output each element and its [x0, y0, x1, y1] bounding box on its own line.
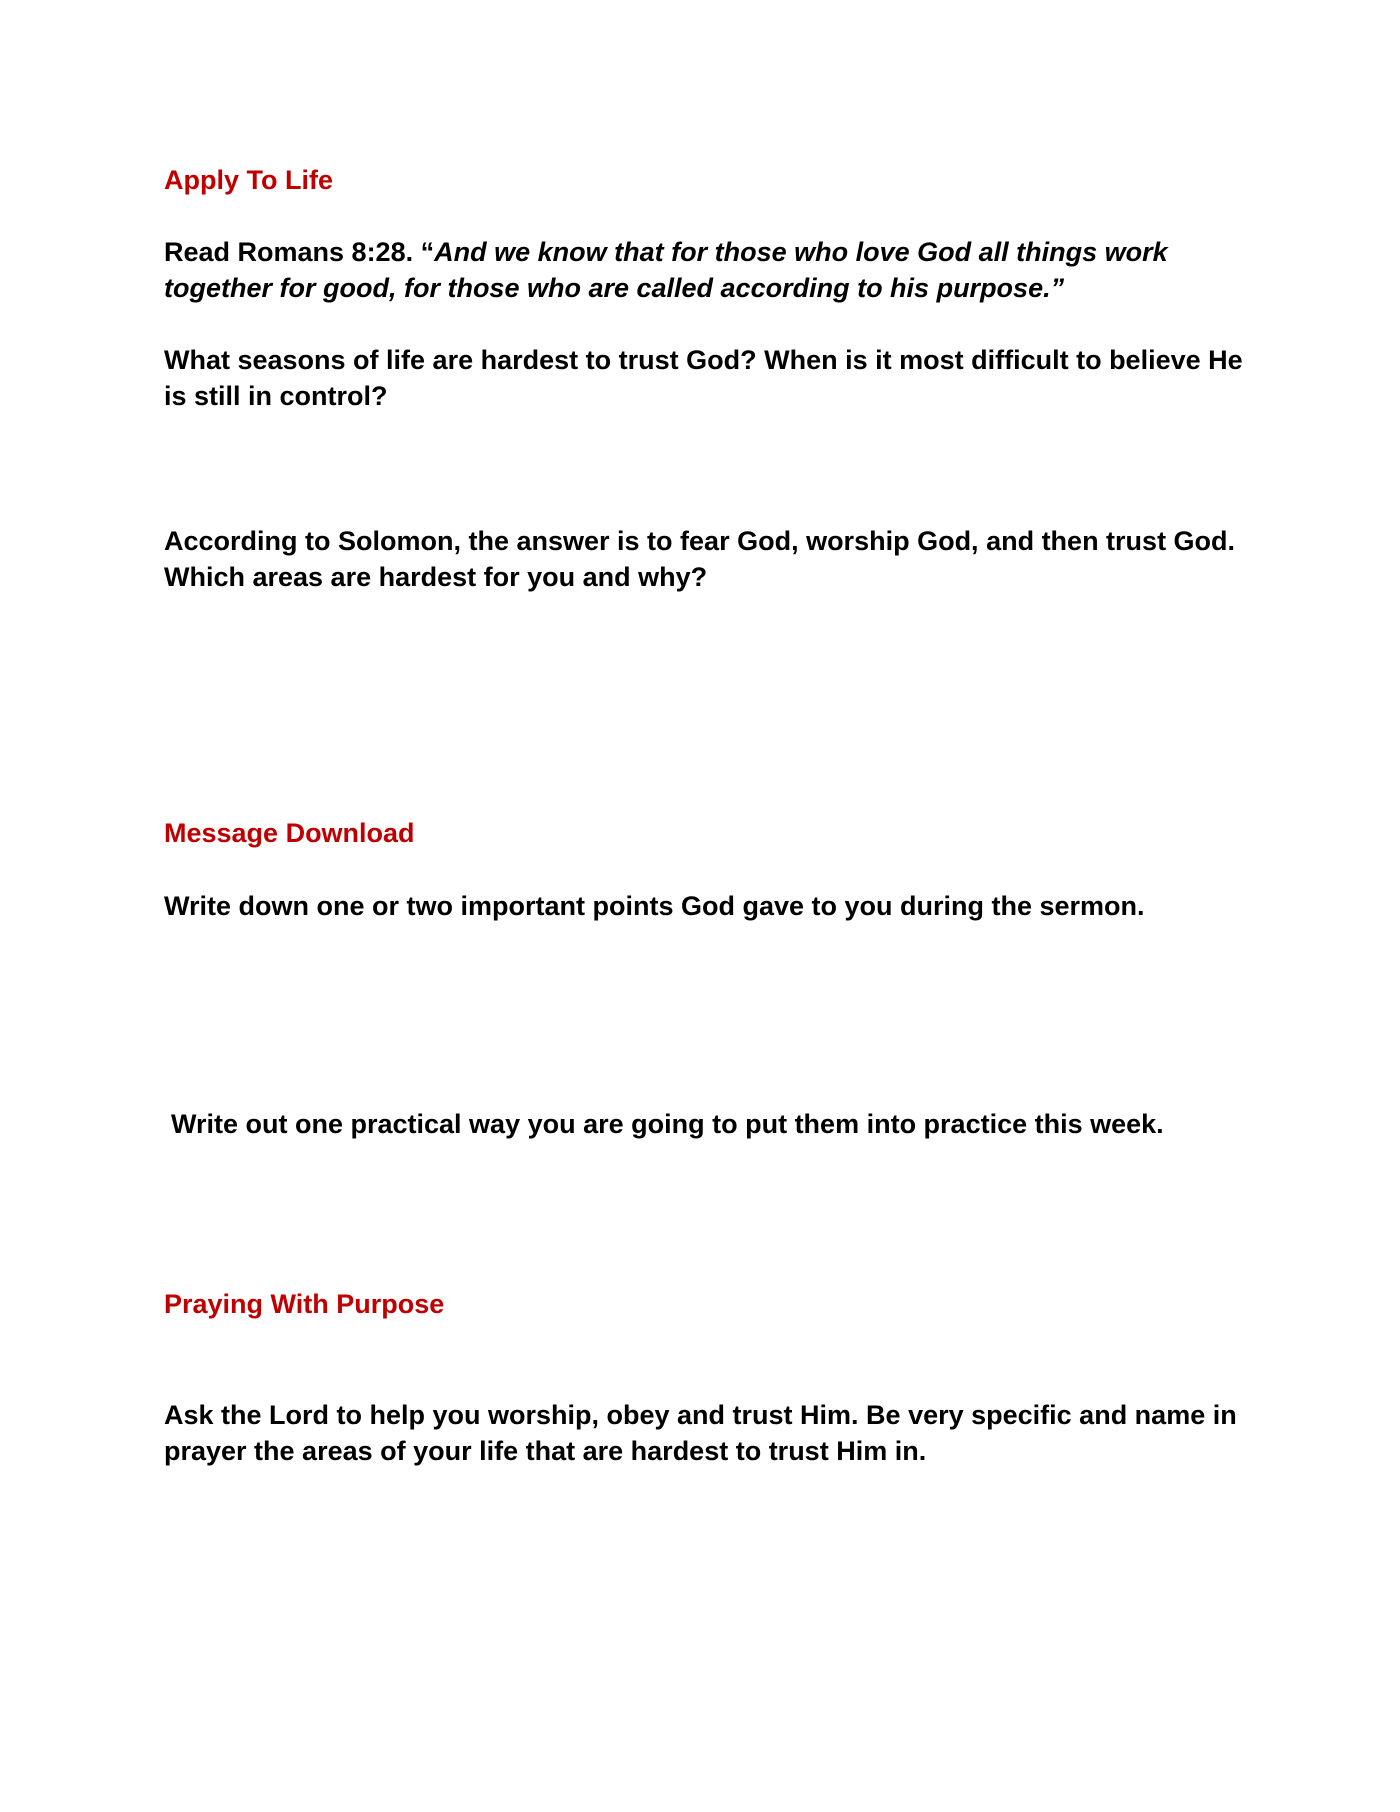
trust-question: What seasons of life are hardest to trust God? When is it most difficult to believe He is still in control? — [164, 345, 1243, 411]
romans-quote: And we know that for those who love God all things work together for good, for those who are called according to his purpose.” — [164, 237, 1168, 303]
practice-prompt: Write out one practical way you are going to put them into practice this week. — [171, 1109, 1164, 1139]
romans-reference: Read Romans 8:28. “ — [164, 237, 435, 267]
sermon-points-prompt: Write down one or two important points God gave to you during the sermon. — [164, 891, 1145, 921]
prayer-prompt: Ask the Lord to help you worship, obey and trust Him. Be very specific and name in prayer the areas of your life that are hardest to trust Him in. — [164, 1400, 1237, 1466]
romans-reading — [164, 234, 1244, 306]
message-download-heading: Message Download — [164, 818, 415, 848]
praying-with-purpose-heading: Praying With Purpose — [164, 1289, 445, 1319]
apply-to-life-heading: Apply To Life — [164, 165, 333, 195]
solomon-question: According to Solomon, the answer is to fear God, worship God, and then trust God. Which areas are hardest for you and why? — [164, 526, 1236, 592]
